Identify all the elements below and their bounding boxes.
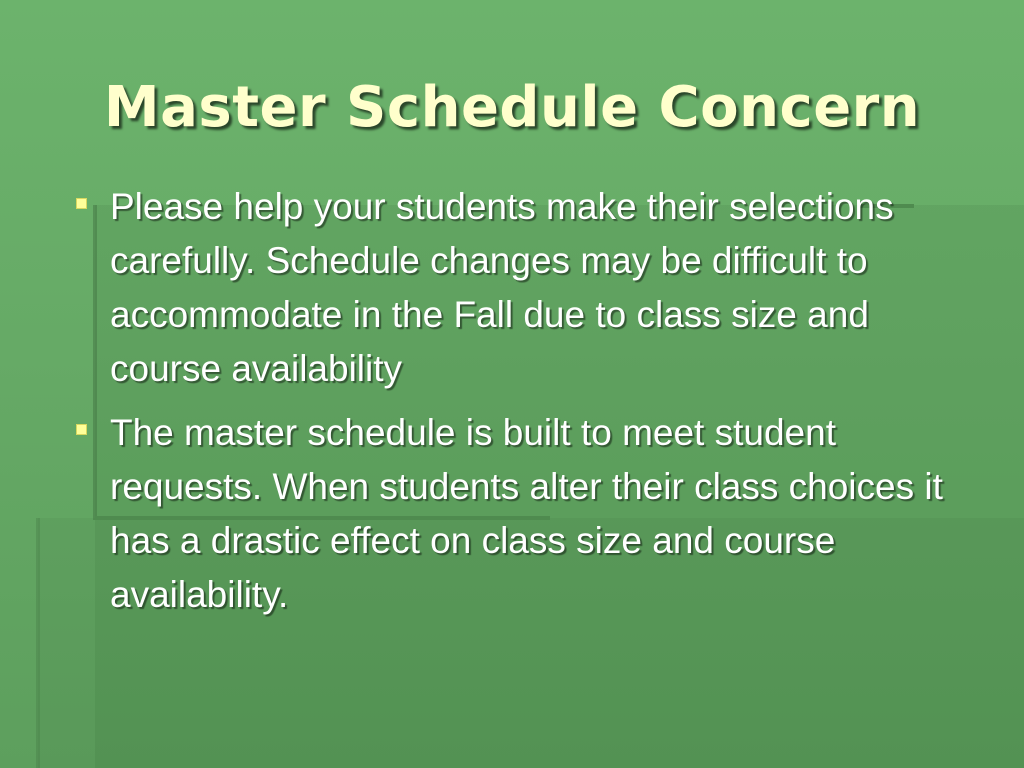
bullet-item [72, 180, 952, 396]
bullet-item [72, 406, 952, 622]
decorative-line-vertical-lower [36, 518, 40, 768]
bullet-list [72, 180, 952, 632]
square-bullet-icon [76, 424, 87, 435]
square-bullet-icon [76, 198, 87, 209]
bullet-text: Please help your students make their selections carefully. Schedule changes may be difficult to accommodate in the Fall due to class size and course availability [110, 186, 894, 389]
bullet-text: The master schedule is built to meet student requests. When students alter their class choices it has a drastic effect on class size and course availability. [110, 412, 943, 615]
slide-title: Master Schedule Concern [103, 75, 921, 140]
